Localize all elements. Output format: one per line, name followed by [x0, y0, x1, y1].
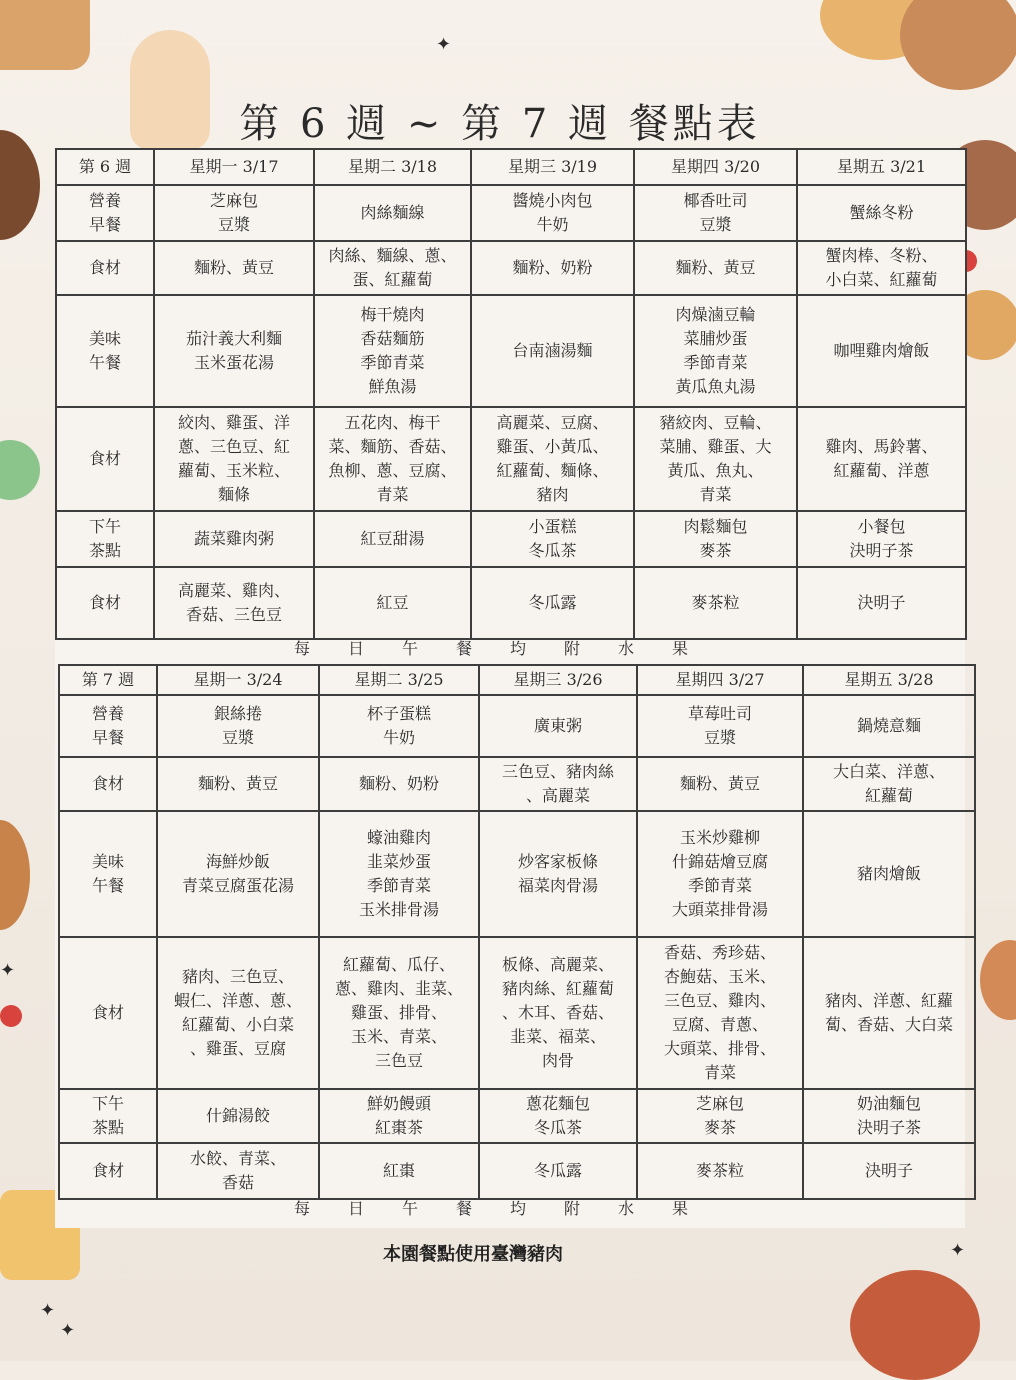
week6-table — [55, 148, 967, 640]
ingredient-cell: 雞肉、馬鈴薯、 紅蘿蔔、洋蔥 — [797, 407, 966, 511]
day-header: 星期三 3/26 — [479, 665, 637, 695]
fruit-note: 每日午餐均附水果 — [293, 1199, 726, 1218]
ingredient-cell: 水餃、青菜、 香菇 — [157, 1143, 319, 1199]
row-label: 食材 — [59, 1143, 157, 1199]
ingredient-cell: 豬肉、三色豆、 蝦仁、洋蔥、蔥、 紅蘿蔔、小白菜 、雞蛋、豆腐 — [157, 937, 319, 1089]
ingredient-cell: 麵粉、黃豆 — [634, 241, 797, 295]
table-row — [56, 407, 966, 511]
ingredient-cell: 紅棗 — [319, 1143, 479, 1199]
ingredient-cell: 紅蘿蔔、瓜仔、 蔥、雞肉、韭菜、 雞蛋、排骨、 玉米、青菜、 三色豆 — [319, 937, 479, 1089]
sparkle-icon: ✦ — [0, 960, 16, 981]
day-header: 星期一 3/17 — [154, 149, 314, 185]
day-header: 星期五 3/21 — [797, 149, 966, 185]
menu-cell: 銀絲捲 豆漿 — [157, 695, 319, 757]
row-label: 下午 茶點 — [59, 1089, 157, 1143]
ingredient-cell: 高麗菜、豆腐、 雞蛋、小黃瓜、 紅蘿蔔、麵條、 豬肉 — [471, 407, 634, 511]
cup-decoration — [900, 0, 1016, 90]
row-label: 食材 — [56, 241, 154, 295]
table-row — [59, 937, 975, 1089]
snack-cell: 肉鬆麵包 麥茶 — [634, 511, 797, 567]
cookie-decoration — [0, 0, 90, 70]
snack-cell: 鮮奶饅頭 紅棗茶 — [319, 1089, 479, 1143]
snack-cell: 蔬菜雞肉粥 — [154, 511, 314, 567]
menu-cell: 醬燒小肉包 牛奶 — [471, 185, 634, 241]
ingredient-cell: 板條、高麗菜、 豬肉絲、紅蘿蔔 、木耳、香菇、 韭菜、福菜、 肉骨 — [479, 937, 637, 1089]
day-header: 星期二 3/25 — [319, 665, 479, 695]
sparkle-icon: ✦ — [950, 1240, 966, 1261]
row-label: 營養 早餐 — [59, 695, 157, 757]
snack-cell: 奶油麵包 決明子茶 — [803, 1089, 975, 1143]
strawberry-decoration — [0, 1005, 22, 1027]
day-header: 星期五 3/28 — [803, 665, 975, 695]
sparkle-icon: ✦ — [436, 34, 452, 55]
snack-cell: 小蛋糕 冬瓜茶 — [471, 511, 634, 567]
sparkle-icon: ✦ — [60, 1320, 76, 1341]
menu-cell: 肉燥滷豆輪 菜脯炒蛋 季節青菜 黃瓜魚丸湯 — [634, 295, 797, 407]
menu-cell: 玉米炒雞柳 什錦菇燴豆腐 季節青菜 大頭菜排骨湯 — [637, 811, 803, 937]
menu-cell: 芝麻包 豆漿 — [154, 185, 314, 241]
snack-cell: 什錦湯餃 — [157, 1089, 319, 1143]
menu-cell: 蠔油雞肉 韭菜炒蛋 季節青菜 玉米排骨湯 — [319, 811, 479, 937]
ingredient-cell: 豬肉、洋蔥、紅蘿 蔔、香菇、大白菜 — [803, 937, 975, 1089]
ingredient-cell: 肉絲、麵線、蔥、 蛋、紅蘿蔔 — [314, 241, 471, 295]
row-label: 美味 午餐 — [56, 295, 154, 407]
menu-cell: 蟹絲冬粉 — [797, 185, 966, 241]
ingredient-cell: 麥茶粒 — [637, 1143, 803, 1199]
menu-cell: 炒客家板條 福菜肉骨湯 — [479, 811, 637, 937]
ingredient-cell: 決明子 — [803, 1143, 975, 1199]
week6-header-row — [56, 149, 966, 185]
menu-cell: 台南滷湯麵 — [471, 295, 634, 407]
ingredient-cell: 麵粉、奶粉 — [471, 241, 634, 295]
ingredient-cell: 麵粉、黃豆 — [637, 757, 803, 811]
row-label: 美味 午餐 — [59, 811, 157, 937]
frog-decoration — [0, 440, 40, 500]
row-label: 食材 — [59, 937, 157, 1089]
ingredient-cell: 香菇、秀珍菇、 杏鮑菇、玉米、 三色豆、雞肉、 豆腐、青蔥、 大頭菜、排骨、 青菜 — [637, 937, 803, 1089]
row-label: 食材 — [56, 567, 154, 639]
ingredient-cell: 紅豆 — [314, 567, 471, 639]
table-row — [59, 757, 975, 811]
menu-cell: 草莓吐司 豆漿 — [637, 695, 803, 757]
table-row — [59, 1089, 975, 1143]
ingredient-cell: 五花肉、梅干 菜、麵筋、香菇、 魚柳、蔥、豆腐、 青菜 — [314, 407, 471, 511]
menu-cell: 肉絲麵線 — [314, 185, 471, 241]
ingredient-cell: 高麗菜、雞肉、 香菇、三色豆 — [154, 567, 314, 639]
snack-cell: 芝麻包 麥茶 — [637, 1089, 803, 1143]
menu-cell: 杯子蛋糕 牛奶 — [319, 695, 479, 757]
menu-cell: 咖哩雞肉燴飯 — [797, 295, 966, 407]
row-label: 下午 茶點 — [56, 511, 154, 567]
table-row — [56, 185, 966, 241]
table-row — [56, 295, 966, 407]
menu-cell: 梅干燒肉 香菇麵筋 季節青菜 鮮魚湯 — [314, 295, 471, 407]
snack-cell: 紅豆甜湯 — [314, 511, 471, 567]
ingredient-cell: 絞肉、雞蛋、洋 蔥、三色豆、紅 蘿蔔、玉米粒、 麵條 — [154, 407, 314, 511]
row-label: 食材 — [59, 757, 157, 811]
ingredient-cell: 大白菜、洋蔥、 紅蘿蔔 — [803, 757, 975, 811]
ingredient-cell: 決明子 — [797, 567, 966, 639]
row-label: 營養 早餐 — [56, 185, 154, 241]
menu-cell: 廣東粥 — [479, 695, 637, 757]
fruit-note: 每日午餐均附水果 — [293, 639, 726, 658]
ingredient-cell: 蟹肉棒、冬粉、 小白菜、紅蘿蔔 — [797, 241, 966, 295]
menu-cell: 鍋燒意麵 — [803, 695, 975, 757]
page-title: 第 6 週 ~ 第 7 週 餐點表 — [239, 101, 761, 147]
menu-cell: 茄汁義大利麵 玉米蛋花湯 — [154, 295, 314, 407]
menu-cell: 海鮮炒飯 青菜豆腐蛋花湯 — [157, 811, 319, 937]
ingredient-cell: 冬瓜露 — [471, 567, 634, 639]
table-row — [59, 1143, 975, 1199]
menu-cell: 豬肉燴飯 — [803, 811, 975, 937]
week-label: 第 6 週 — [56, 149, 154, 185]
ingredient-cell: 麵粉、黃豆 — [154, 241, 314, 295]
table-row — [56, 567, 966, 639]
pretzel-decoration — [0, 820, 30, 930]
day-header: 星期二 3/18 — [314, 149, 471, 185]
ingredient-cell: 冬瓜露 — [479, 1143, 637, 1199]
week7-header-row — [59, 665, 975, 695]
table-row — [59, 811, 975, 937]
week7-table — [58, 664, 976, 1200]
donut-decoration — [0, 130, 40, 240]
table-row — [59, 695, 975, 757]
day-header: 星期一 3/24 — [157, 665, 319, 695]
snack-cell: 小餐包 決明子茶 — [797, 511, 966, 567]
sparkle-icon: ✦ — [40, 1300, 56, 1321]
ingredient-cell: 豬絞肉、豆輪、 菜脯、雞蛋、大 黃瓜、魚丸、 青菜 — [634, 407, 797, 511]
menu-cell: 椰香吐司 豆漿 — [634, 185, 797, 241]
footer-note: 本園餐點使用臺灣豬肉 — [383, 1244, 563, 1265]
table-row — [56, 241, 966, 295]
ingredient-cell: 麵粉、黃豆 — [157, 757, 319, 811]
ingredient-cell: 三色豆、豬肉絲 、高麗菜 — [479, 757, 637, 811]
week-label: 第 7 週 — [59, 665, 157, 695]
day-header: 星期四 3/27 — [637, 665, 803, 695]
row-label: 食材 — [56, 407, 154, 511]
day-header: 星期三 3/19 — [471, 149, 634, 185]
hotpot-decoration — [850, 1270, 980, 1380]
table-row — [56, 511, 966, 567]
ingredient-cell: 麥茶粒 — [634, 567, 797, 639]
pastry-decoration — [980, 940, 1016, 1020]
day-header: 星期四 3/20 — [634, 149, 797, 185]
ingredient-cell: 麵粉、奶粉 — [319, 757, 479, 811]
snack-cell: 蔥花麵包 冬瓜茶 — [479, 1089, 637, 1143]
